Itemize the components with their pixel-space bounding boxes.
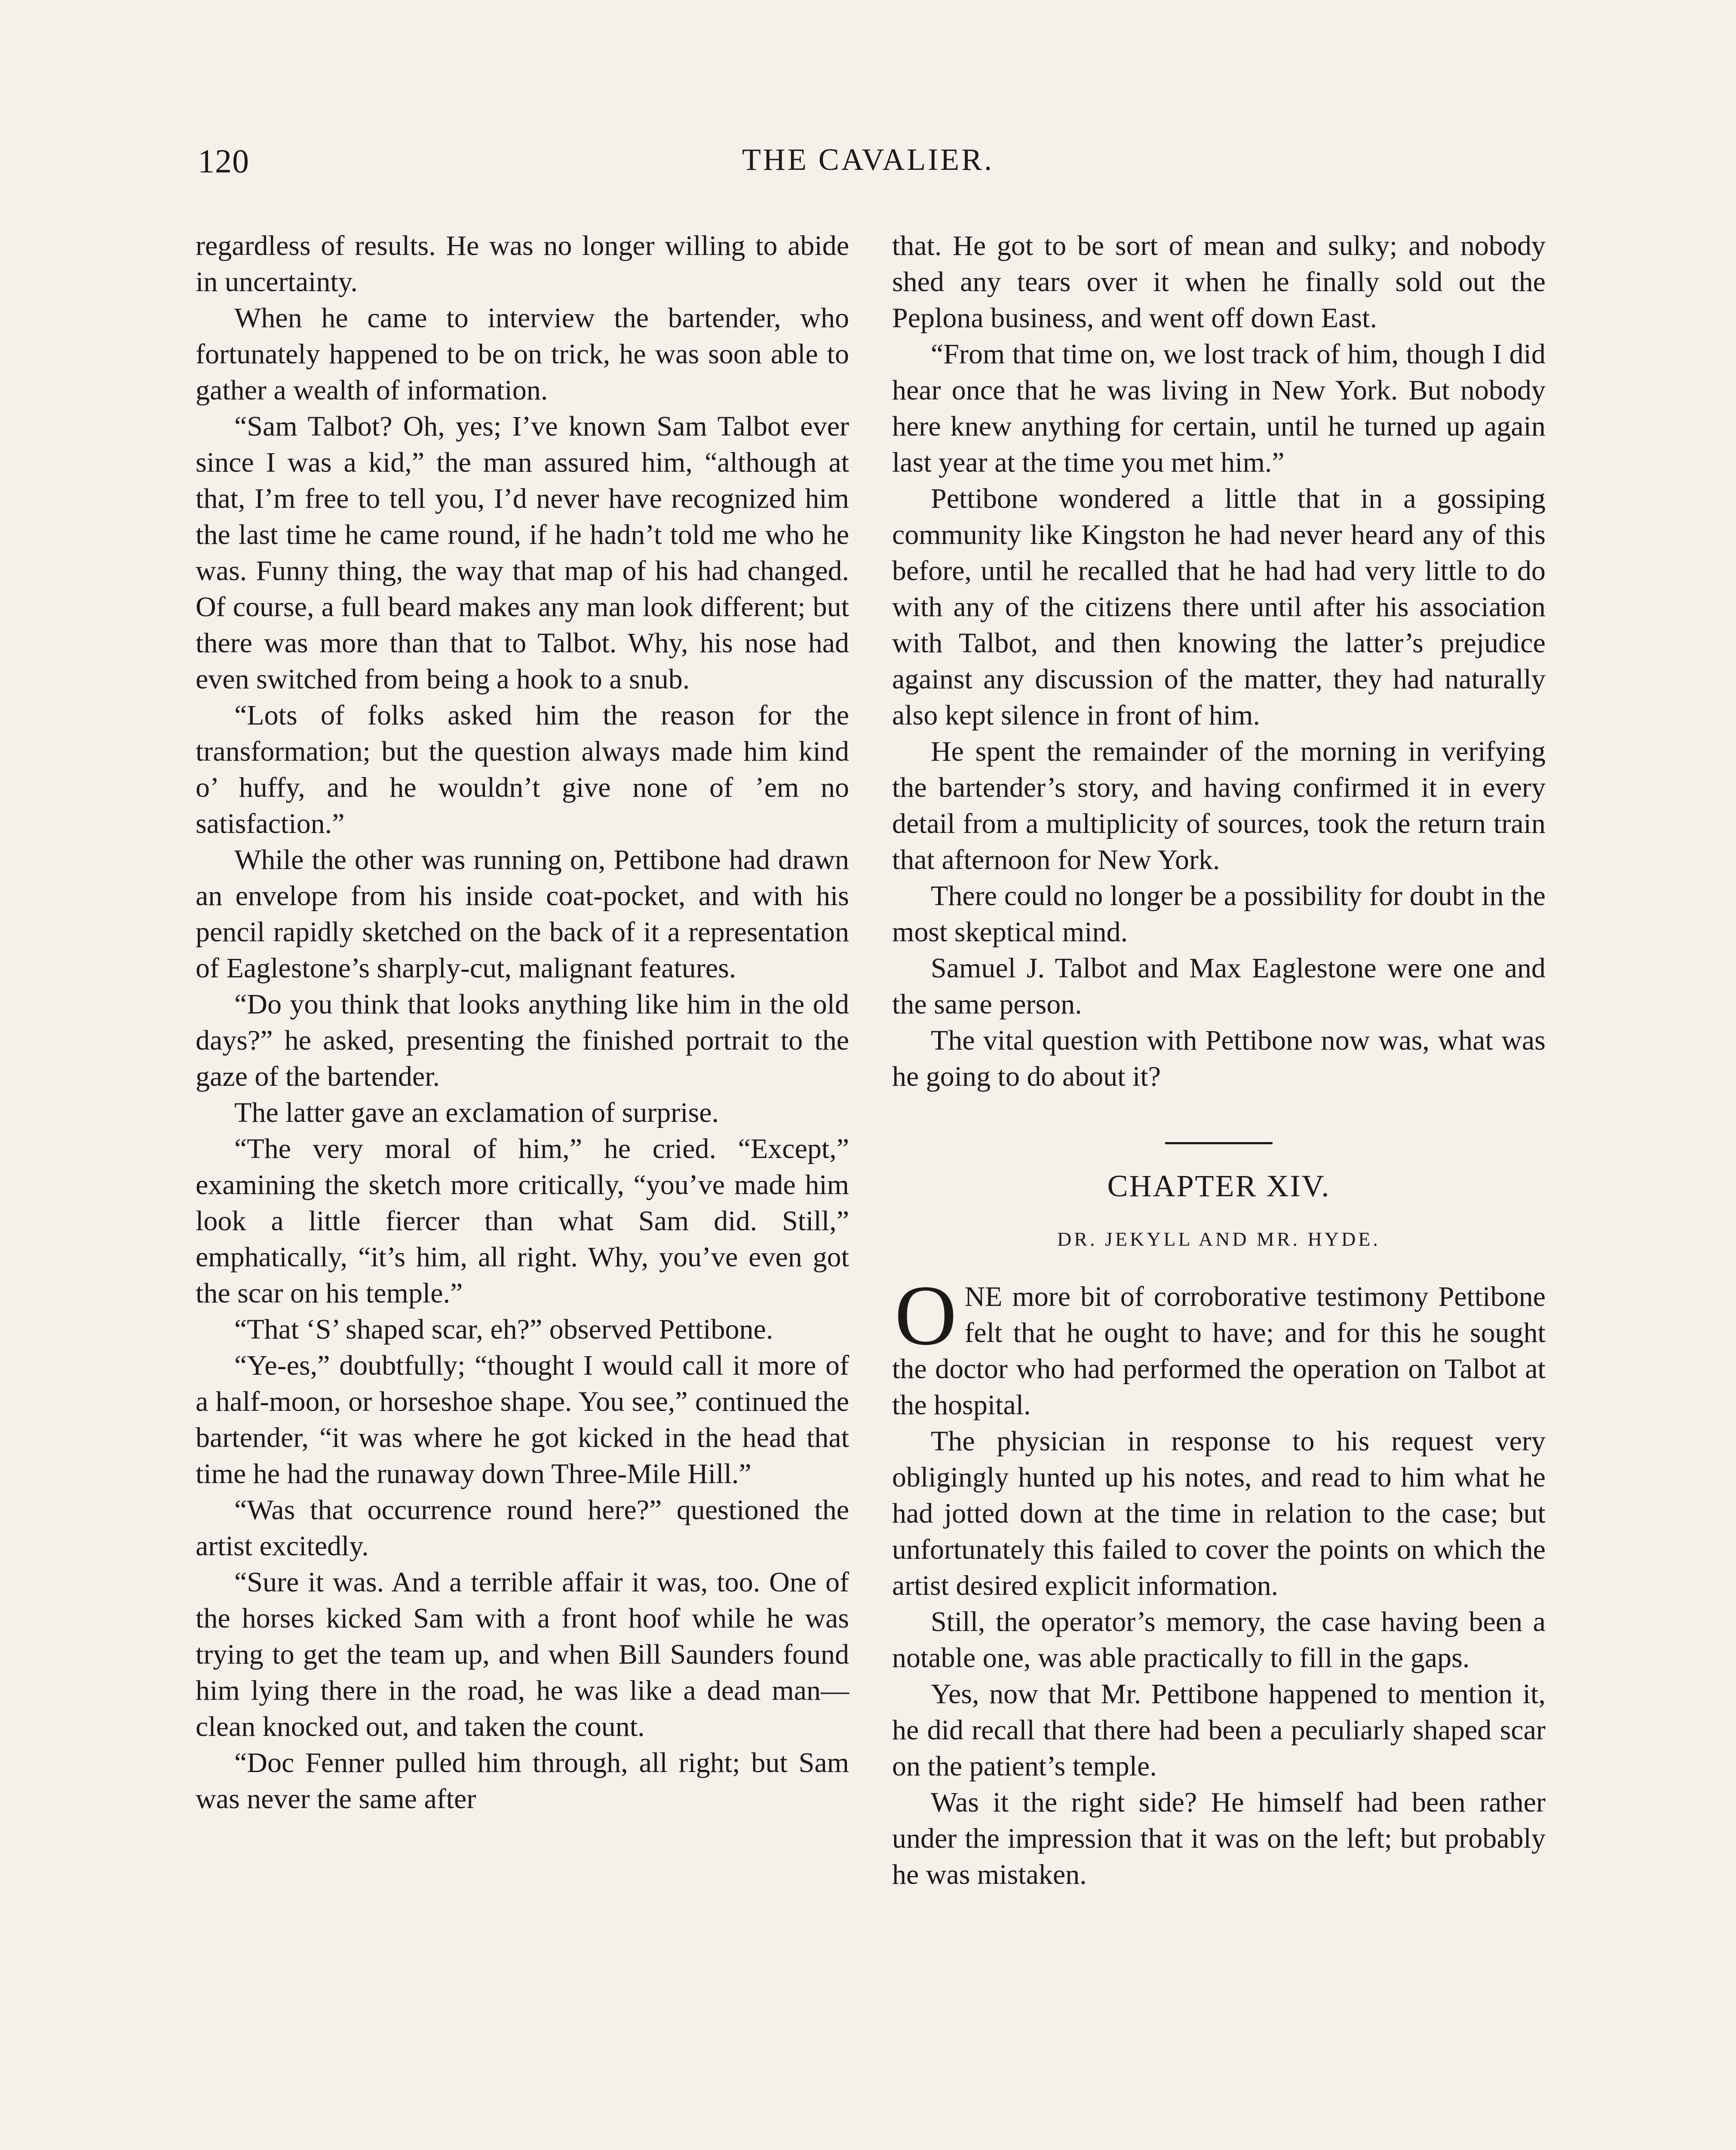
paragraph: “Sure it was. And a terrible affair it was, too. One of the horses kicked Sam with a front hoof while he was trying to get the team up, and when Bill Saunders found him lying there in the road, he was like a dead man—clean knocked out, and taken the count. <box>196 1566 849 1742</box>
paragraph: regardless of results. He was no longer willing to abide in uncertainty. <box>196 230 849 298</box>
paragraph: The physician in response to his request very obligingly hunted up his notes, and read to him what he had jotted down at the time in relation to the case; but unfortunately this failed to cover the points on which the artist desired explicit information. <box>892 1425 1546 1601</box>
paragraph: “The very moral of him,” he cried. “Except,” examining the sketch more critically, “you’ve made him look a little fiercer than what Sam did. Still,” emphatically, “it’s him, all right. Why, you’ve even got the scar on his temple.” <box>196 1133 849 1309</box>
paragraph: Samuel J. Talbot and Max Eaglestone were one and the same person. <box>892 952 1546 1020</box>
paragraph: The vital question with Pettibone now was, what was he going to do about it? <box>892 1025 1546 1092</box>
paragraph: “Was that occurrence round here?” questioned the artist excitedly. <box>196 1494 849 1562</box>
chapter-opening-paragraph <box>892 1268 1546 1423</box>
section-divider <box>1165 1142 1273 1144</box>
paragraph: that. He got to be sort of mean and sulky; and nobody shed any tears over it when he finally sold out the Peplona business, and went off down East. <box>892 230 1546 334</box>
paragraph: There could no longer be a possibility for doubt in the most skeptical mind. <box>892 880 1546 948</box>
opening-text: NE more bit of corroborative testimony Pettibone felt that he ought to have; and for this he sought the doctor who had performed the operation on Talbot at the hospital. <box>892 1281 1546 1421</box>
page-number: 120 <box>198 142 249 180</box>
drop-cap: O <box>895 1268 957 1363</box>
paragraph: “That ‘S’ shaped scar, eh?” observed Pettibone. <box>234 1314 773 1345</box>
paragraph: Was it the right side? He himself had been rather under the impression that it was on the left; but probably he was mistaken. <box>892 1787 1546 1890</box>
chapter-title: CHAPTER XIV. <box>1107 1169 1331 1203</box>
running-head <box>189 142 1547 189</box>
paragraph: When he came to interview the bartender, who fortunately happened to be on trick, he was soon able to gather a wealth of information. <box>196 302 849 406</box>
paragraph: Pettibone wondered a little that in a gossiping community like Kingston he had never heard any of this before, until he recalled that he had had very little to do with any of the citizens there until after his association with Talbot, and then knowing the latter’s prejudice against any discussion of the matter, they had naturally also kept silence in front of him. <box>892 483 1546 731</box>
paragraph: “Lots of folks asked him the reason for the transformation; but the question always made him kind o’ huffy, and he wouldn’t give none of ’em no satisfaction.” <box>196 700 849 839</box>
left-column <box>196 228 849 1817</box>
paragraph: He spent the remainder of the morning in verifying the bartender’s story, and having confirmed it in every detail from a multiplicity of sources, took the return train that afternoon for New York. <box>892 736 1546 875</box>
journal-title: THE CAVALIER. <box>742 142 994 177</box>
chapter-subtitle: DR. JEKYLL AND MR. HYDE. <box>1057 1228 1380 1250</box>
paragraph: “Do you think that looks anything like him in the old days?” he asked, presenting the finished portrait to the gaze of the bartender. <box>196 989 849 1092</box>
paragraph: “From that time on, we lost track of him, though I did hear once that he was living in New York. But nobody here knew anything for certain, until he turned up again last year at the time you met him.” <box>892 338 1546 478</box>
paragraph: “Ye-es,” doubtfully; “thought I would call it more of a half-moon, or horseshoe shape. You see,” continued the bartender, “it was where he got kicked in the head that time he had the runaway down Three-Mile Hill.” <box>196 1350 849 1490</box>
paragraph: “Doc Fenner pulled him through, all right; but Sam was never the same after <box>196 1747 849 1815</box>
paragraph: The latter gave an exclamation of surprise. <box>234 1097 719 1128</box>
paragraph: Still, the operator’s memory, the case having been a notable one, was able practically to fill in the gaps. <box>892 1606 1546 1674</box>
paragraph: While the other was running on, Pettibone had drawn an envelope from his inside coat-pocket, and with his pencil rapidly sketched on the back of it a representation of Eaglestone’s sharply-cut, malignant features. <box>196 844 849 984</box>
paragraph: Yes, now that Mr. Pettibone happened to mention it, he did recall that there had been a peculiarly shaped scar on the patient’s temple. <box>892 1678 1546 1782</box>
right-column <box>892 228 1546 1893</box>
paragraph: “Sam Talbot? Oh, yes; I’ve known Sam Talbot ever since I was a kid,” the man assured him, “although at that, I’m free to tell you, I’d never have recognized him the last time he came round, if he hadn’t told me who he was. Funny thing, the way that map of his had changed. Of course, a full beard makes any man look different; but there was more than that to Talbot. Why, his nose had even switched from being a hook to a snub. <box>196 411 849 695</box>
